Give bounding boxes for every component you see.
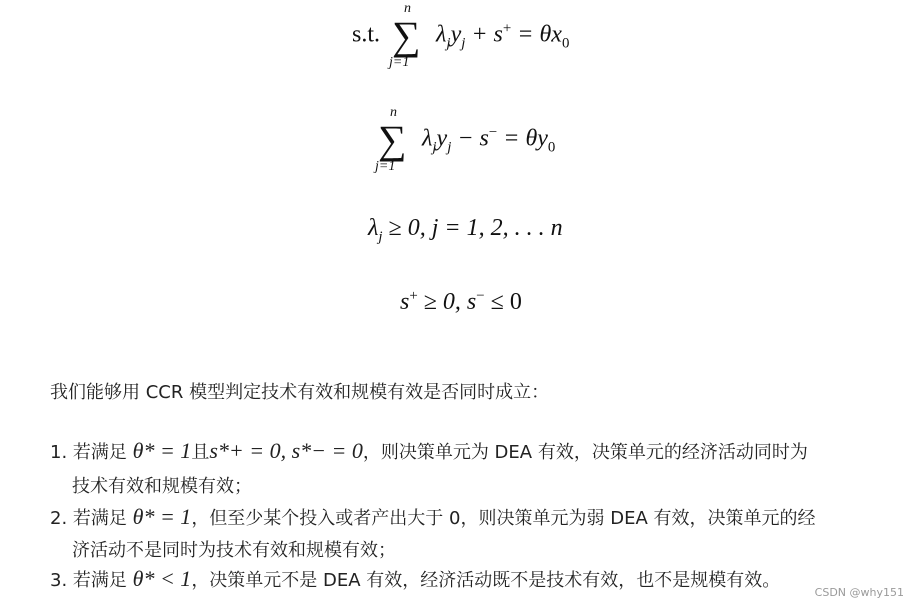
list-item-1: 1. 若满足 θ* = 1且s*+ = 0, s*− = 0，则决策单元为 DEA 有效，决策单元的经济活动同时为	[50, 438, 808, 463]
slack-condition: s*+ = 0, s*− = 0	[209, 438, 363, 463]
intro-paragraph: 我们能够用 CCR 模型判定技术有效和规模有效是否同时成立：	[50, 382, 550, 403]
constraint-equation-3: $\lambda_j \ge 0$, j = 1, 2, . . . n	[368, 215, 563, 245]
list-item-3: 3. 若满足 θ* < 1，决策单元不是 DEA 有效，经济活动既不是技术有效，也不是规模有效。	[50, 566, 781, 591]
constraint-equation-2: n ∑ j=1 $\lambda_jy_j - s^- = \theta y_0$	[372, 120, 555, 160]
list-item-2-continuation: 济活动不是同时为技术有效和规模有效；	[72, 540, 396, 561]
watermark: CSDN @why151	[814, 586, 904, 599]
list-number: 2.	[50, 508, 68, 529]
list-number: 3.	[50, 570, 68, 591]
theta-condition: θ* = 1	[132, 438, 192, 463]
summation-symbol: n ∑ j=1	[375, 105, 407, 174]
list-number: 1.	[50, 442, 68, 463]
theta-condition: θ* = 1	[132, 504, 192, 529]
subject-to-label: s.t.	[352, 21, 381, 48]
list-item-2: 2. 若满足 θ* = 1，但至少某个投入或者产出大于 0，则决策单元为弱 DEA 有效，决策单元的经	[50, 504, 816, 529]
list-item-1-continuation: 技术有效和规模有效；	[72, 476, 252, 497]
constraint-equation-4: s+ ≥ 0, s− ≤ 0	[400, 288, 522, 315]
theta-condition: θ* < 1	[132, 566, 192, 591]
summation-symbol: n ∑ j=1	[389, 1, 421, 70]
constraint-equation-1: s.t. n ∑ j=1 $\lambda_jy_j + s^+ = \theta x_0$	[352, 1, 570, 70]
